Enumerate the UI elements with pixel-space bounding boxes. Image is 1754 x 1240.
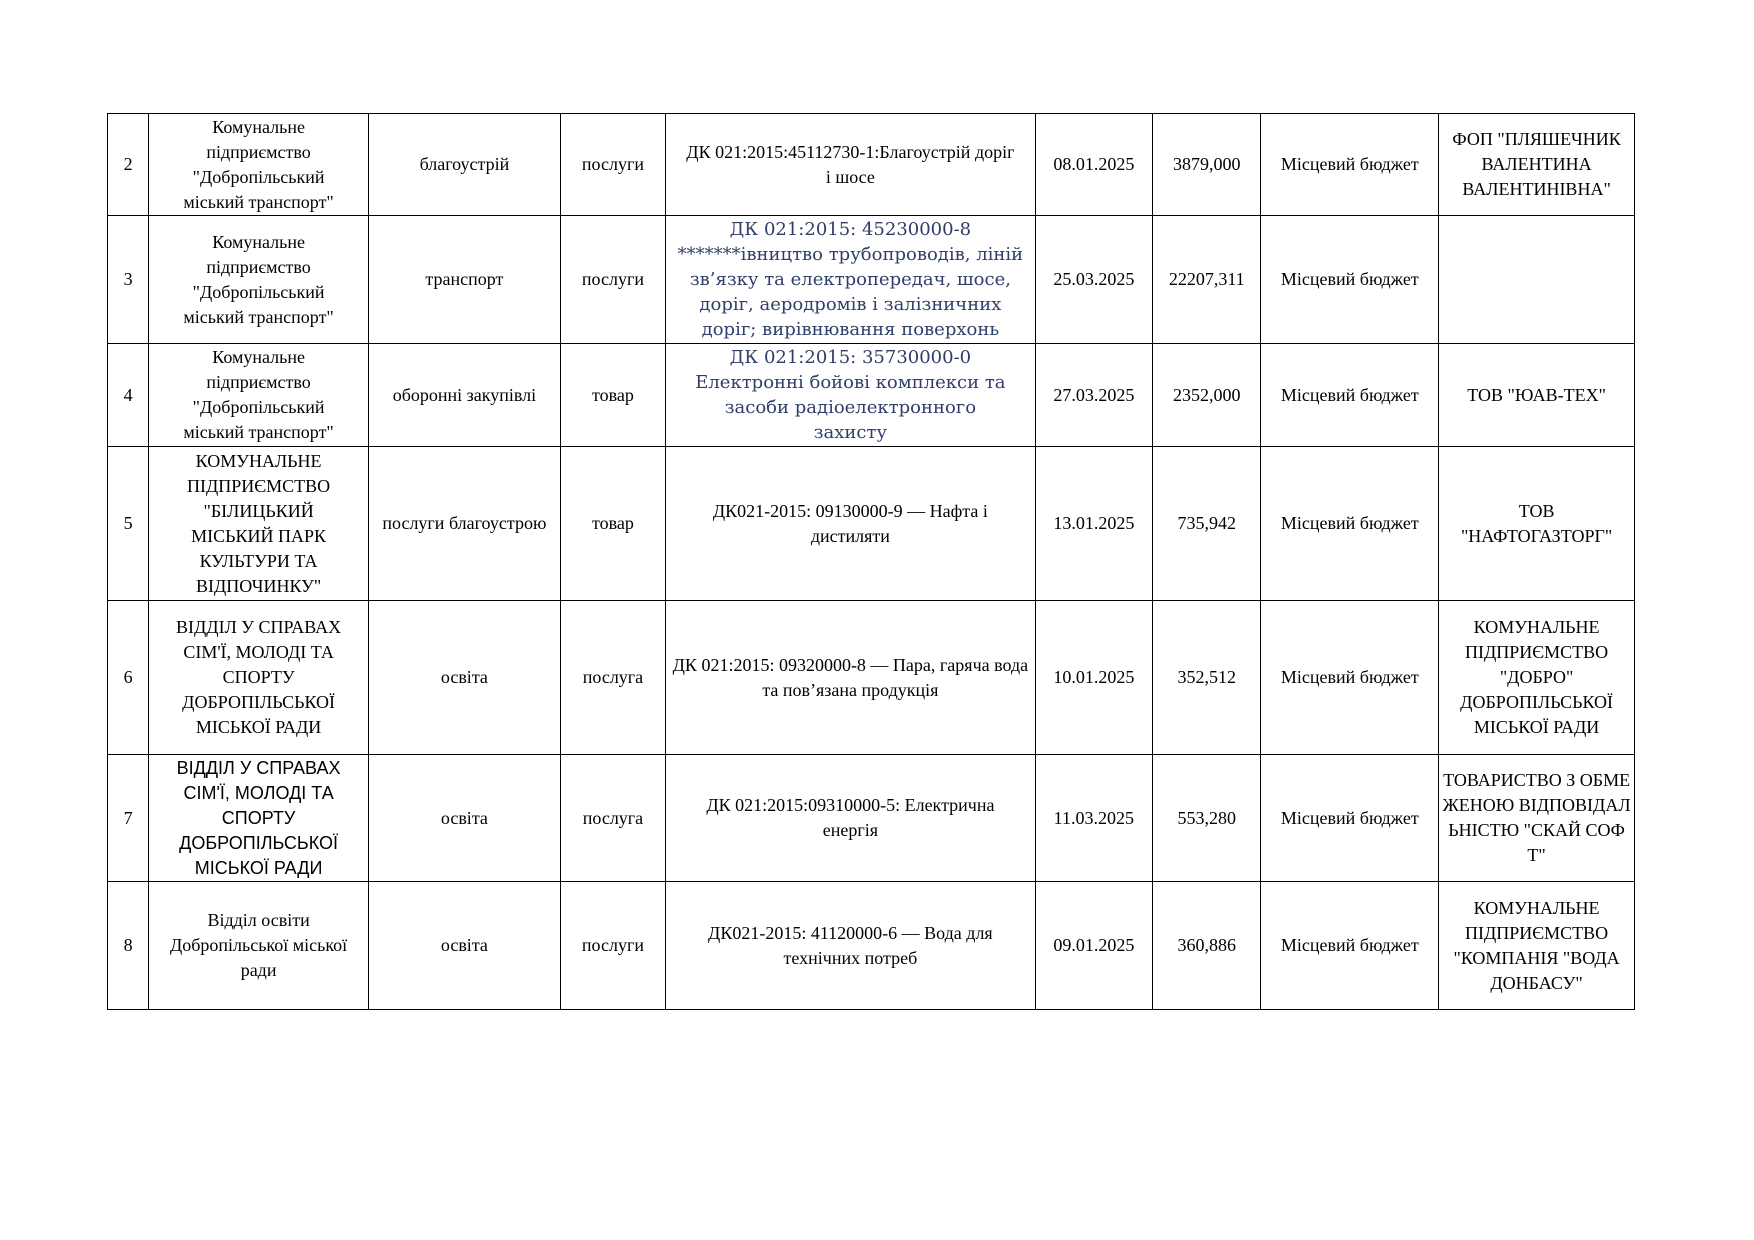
table-row: [108, 601, 1635, 755]
customer-cell: Комунальне підприємство "Добропільський міський транспорт": [149, 114, 369, 216]
table-row: [108, 755, 1635, 882]
row-number: 7: [108, 755, 149, 882]
type-cell: товар: [560, 447, 665, 601]
amount-cell: 22207,311: [1153, 216, 1261, 344]
amount-cell: 735,942: [1153, 447, 1261, 601]
funding-cell: Місцевий бюджет: [1261, 882, 1439, 1010]
supplier-cell: КОМУНАЛЬНЕ ПІДПРИЄМСТВО "КОМПАНІЯ "ВОДА ДОНБАСУ": [1439, 882, 1635, 1010]
date-cell: 13.01.2025: [1035, 447, 1152, 601]
industry-cell: благоустрій: [369, 114, 561, 216]
code-cell: ДК 021:2015: 35730000-0 Електронні бойові комплекси та засоби радіоелектронного захисту: [666, 344, 1035, 447]
customer-cell: Комунальне підприємство "Добропільський міський транспорт": [149, 344, 369, 447]
code-cell: ДК021-2015: 09130000-9 — Нафта і дистиляти: [666, 447, 1035, 601]
industry-cell: оборонні закупівлі: [369, 344, 561, 447]
table-row: [108, 216, 1635, 344]
date-cell: 27.03.2025: [1035, 344, 1152, 447]
code-cell: ДК 021:2015:09310000-5: Електрична енергія: [666, 755, 1035, 882]
table-row: [108, 344, 1635, 447]
amount-cell: 360,886: [1153, 882, 1261, 1010]
type-cell: послуги: [560, 216, 665, 344]
row-number: 4: [108, 344, 149, 447]
table-row: [108, 114, 1635, 216]
funding-cell: Місцевий бюджет: [1261, 447, 1439, 601]
row-number: 8: [108, 882, 149, 1010]
supplier-cell: ТОВ "НАФТОГАЗТОРГ": [1439, 447, 1635, 601]
funding-cell: Місцевий бюджет: [1261, 601, 1439, 755]
industry-cell: освіта: [369, 601, 561, 755]
row-number: 2: [108, 114, 149, 216]
industry-cell: транспорт: [369, 216, 561, 344]
supplier-cell: [1439, 216, 1635, 344]
table-row: [108, 882, 1635, 1010]
industry-cell: послуги благоустрою: [369, 447, 561, 601]
code-cell: ДК021-2015: 41120000-6 — Вода для технічних потреб: [666, 882, 1035, 1010]
code-cell: ДК 021:2015:45112730-1:Благоустрій доріг і шосе: [666, 114, 1035, 216]
type-cell: послуга: [560, 755, 665, 882]
date-cell: 08.01.2025: [1035, 114, 1152, 216]
supplier-cell: ТОВ "ЮАВ-ТЕХ": [1439, 344, 1635, 447]
date-cell: 10.01.2025: [1035, 601, 1152, 755]
type-cell: послуги: [560, 882, 665, 1010]
row-number: 5: [108, 447, 149, 601]
procurement-table: [107, 113, 1635, 1010]
amount-cell: 553,280: [1153, 755, 1261, 882]
date-cell: 25.03.2025: [1035, 216, 1152, 344]
type-cell: послуги: [560, 114, 665, 216]
row-number: 6: [108, 601, 149, 755]
customer-cell: Відділ освіти Добропільської міської ради: [149, 882, 369, 1010]
supplier-cell: КОМУНАЛЬНЕ ПІДПРИЄМСТВО "ДОБРО" ДОБРОПІЛЬСЬКОЇ МІСЬКОЇ РАДИ: [1439, 601, 1635, 755]
amount-cell: 352,512: [1153, 601, 1261, 755]
customer-cell: Комунальне підприємство "Добропільський міський транспорт": [149, 216, 369, 344]
industry-cell: освіта: [369, 882, 561, 1010]
date-cell: 09.01.2025: [1035, 882, 1152, 1010]
customer-cell: ВІДДІЛ У СПРАВАХ СІМ'Ї, МОЛОДІ ТА СПОРТУ ДОБРОПІЛЬСЬКОЇ МІСЬКОЇ РАДИ: [149, 601, 369, 755]
funding-cell: Місцевий бюджет: [1261, 114, 1439, 216]
type-cell: послуга: [560, 601, 665, 755]
code-cell: ДК 021:2015: 45230000-8 *******івництво трубопроводів, ліній зв’язку та електропередач, шосе, доріг, аеродромів і залізничних доріг; вирівнювання поверхонь: [666, 216, 1035, 344]
funding-cell: Місцевий бюджет: [1261, 755, 1439, 882]
table-row: [108, 447, 1635, 601]
amount-cell: 3879,000: [1153, 114, 1261, 216]
funding-cell: Місцевий бюджет: [1261, 216, 1439, 344]
code-cell: ДК 021:2015: 09320000-8 — Пара, гаряча вода та пов’язана продукція: [666, 601, 1035, 755]
date-cell: 11.03.2025: [1035, 755, 1152, 882]
customer-cell: ВІДДІЛ У СПРАВАХ СІМ'Ї, МОЛОДІ ТА СПОРТУ ДОБРОПІЛЬСЬКОЇ МІСЬКОЇ РАДИ: [149, 755, 369, 882]
amount-cell: 2352,000: [1153, 344, 1261, 447]
supplier-cell: ФОП "ПЛЯШЕЧНИК ВАЛЕНТИНА ВАЛЕНТИНІВНА": [1439, 114, 1635, 216]
type-cell: товар: [560, 344, 665, 447]
funding-cell: Місцевий бюджет: [1261, 344, 1439, 447]
industry-cell: освіта: [369, 755, 561, 882]
supplier-cell: ТОВАРИСТВО З ОБМЕЖЕНОЮ ВІДПОВІДАЛЬНІСТЮ "СКАЙ СОФТ": [1439, 755, 1635, 882]
row-number: 3: [108, 216, 149, 344]
customer-cell: КОМУНАЛЬНЕ ПІДПРИЄМСТВО "БІЛИЦЬКИЙ МІСЬКИЙ ПАРК КУЛЬТУРИ ТА ВІДПОЧИНКУ": [149, 447, 369, 601]
